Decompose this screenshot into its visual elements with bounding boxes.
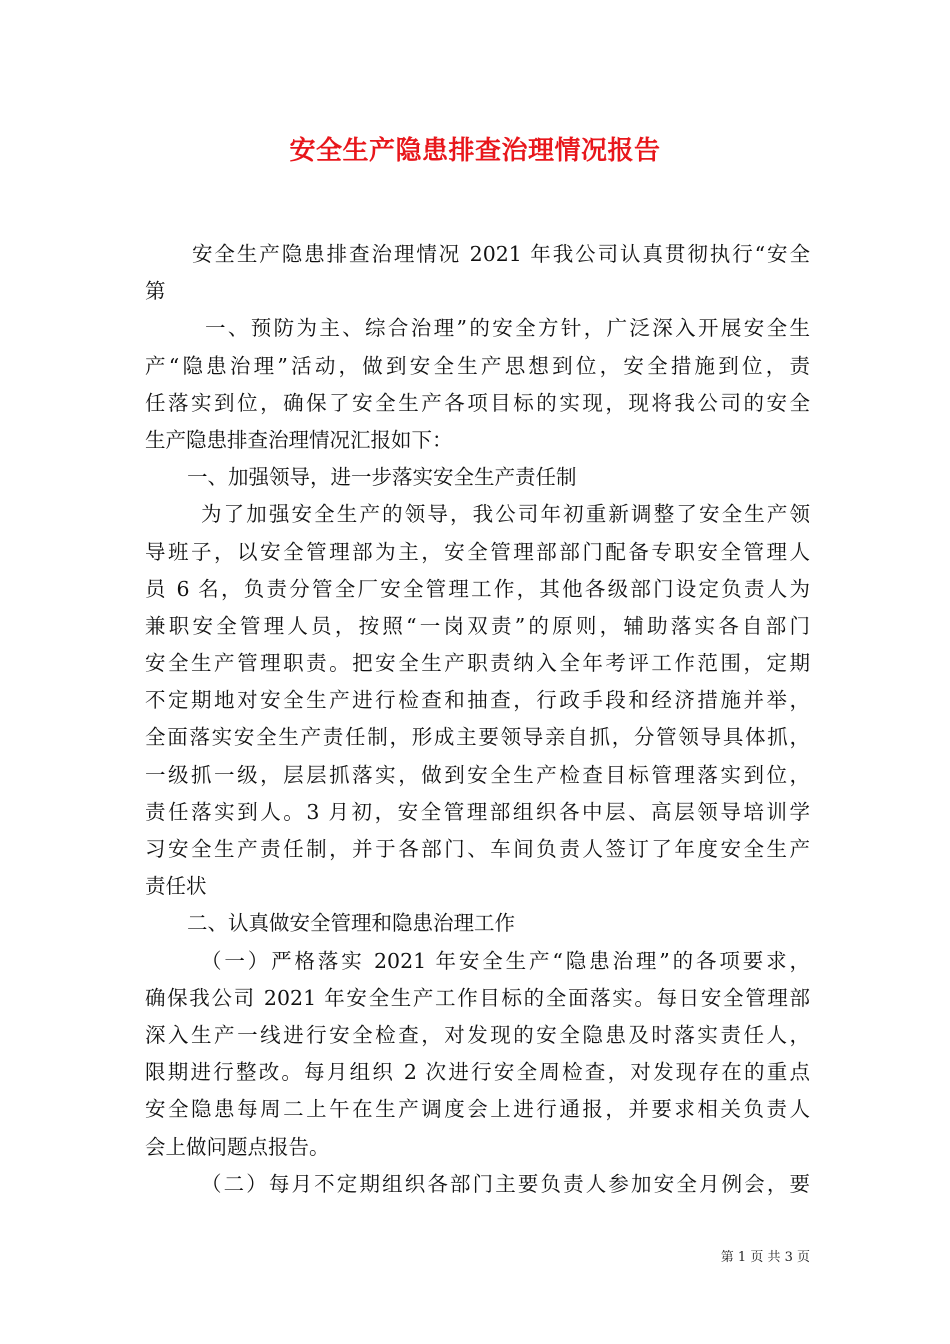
body-text-line: 会上做问题点报告。	[145, 1134, 330, 1159]
body-text-line: 确保我公司 2021 年安全生产工作目标的全面落实。每日安全管理部	[145, 985, 810, 1010]
body-text-line: 一、加强领导，进一步落实安全生产责任制	[187, 465, 577, 490]
body-text-line: 安全生产管理职责。把安全生产职责纳入全年考评工作范围，定期	[145, 651, 810, 676]
body-text-line: 全面落实安全生产责任制，形成主要领导亲自抓，分管领导具体抓，	[145, 725, 810, 750]
body-text-line: 限期进行整改。每月组织 2 次进行安全周检查，对发现存在的重点	[145, 1060, 810, 1085]
body-text-line: 第	[145, 279, 166, 304]
body-text-line: 责任落实到人。3 月初，安全管理部组织各中层、高层领导培训学	[145, 799, 810, 824]
body-text-line: 为了加强安全生产的领导，我公司年初重新调整了安全生产领	[201, 502, 810, 527]
body-text-line: 安全生产隐患排查治理情况 2021 年我公司认真贯彻执行“安全	[192, 242, 810, 266]
page-number: 第 1 页 共 3 页	[720, 1250, 810, 1265]
document-title: 安全生产隐患排查治理情况报告	[289, 136, 661, 166]
body-text-line: （一）严格落实 2021 年安全生产“隐患治理”的各项要求，	[201, 948, 810, 973]
body-text-line: 一、预防为主、综合治理”的安全方针，广泛深入开展安全生	[205, 316, 810, 341]
body-text-line: 生产隐患排查治理情况汇报如下：	[145, 427, 453, 452]
body-text-line: 二、认真做安全管理和隐患治理工作	[187, 911, 515, 936]
body-text-line: 深入生产一线进行安全检查，对发现的安全隐患及时落实责任人，	[145, 1022, 810, 1047]
body-text-line: 安全隐患每周二上午在生产调度会上进行通报，并要求相关负责人	[145, 1097, 810, 1122]
body-text-line: （二）每月不定期组织各部门主要负责人参加安全月例会，要	[201, 1171, 810, 1196]
body-text-line: 一级抓一级，层层抓落实，做到安全生产检查目标管理落实到位，	[145, 762, 810, 787]
body-text-line: 兼职安全管理人员，按照“一岗双责”的原则，辅助落实各自部门	[145, 613, 810, 638]
body-text-line: 习安全生产责任制，并于各部门、车间负责人签订了年度安全生产	[145, 837, 810, 861]
document-body	[145, 236, 810, 1203]
body-text-line: 责任状	[145, 874, 207, 899]
body-text-line: 不定期地对安全生产进行检查和抽查，行政手段和经济措施并举，	[145, 688, 810, 713]
body-text-line: 任落实到位，确保了安全生产各项目标的实现，现将我公司的安全	[145, 390, 810, 415]
body-text-line: 导班子，以安全管理部为主，安全管理部部门配备专职安全管理人	[145, 539, 810, 564]
body-text-line: 员 6 名，负责分管全厂安全管理工作，其他各级部门设定负责人为	[145, 576, 810, 601]
body-text-line: 产“隐患治理”活动，做到安全生产思想到位，安全措施到位，责	[145, 353, 810, 378]
